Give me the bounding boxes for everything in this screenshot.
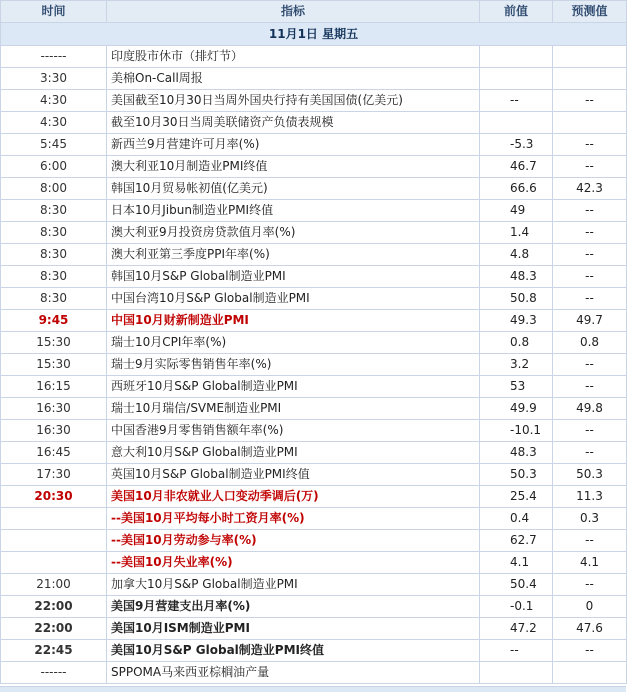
table-row	[1, 90, 627, 112]
forecast-value-cell: --	[553, 156, 627, 178]
indicator-cell: 瑞士10月CPI年率(%)	[107, 332, 480, 354]
header-previous: 前值	[480, 1, 553, 23]
time-cell: 16:30	[1, 398, 107, 420]
previous-value-cell: 50.8	[480, 288, 553, 310]
table-row	[1, 46, 627, 68]
previous-value-cell	[480, 46, 553, 68]
forecast-value-cell	[553, 68, 627, 90]
time-cell: 15:30	[1, 354, 107, 376]
forecast-value-cell: 49.8	[553, 398, 627, 420]
indicator-cell: 澳大利亚10月制造业PMI终值	[107, 156, 480, 178]
forecast-value-cell: --	[553, 574, 627, 596]
table-row	[1, 618, 627, 640]
table-row	[1, 288, 627, 310]
forecast-value-cell: --	[553, 90, 627, 112]
time-cell: 4:30	[1, 90, 107, 112]
previous-value-cell: 49.9	[480, 398, 553, 420]
forecast-value-cell: 4.1	[553, 552, 627, 574]
time-cell: 15:30	[1, 332, 107, 354]
forecast-value-cell: --	[553, 530, 627, 552]
table-row	[1, 662, 627, 684]
time-cell: 22:00	[1, 596, 107, 618]
table-row	[1, 244, 627, 266]
time-cell	[1, 508, 107, 530]
forecast-value-cell: --	[553, 354, 627, 376]
forecast-value-cell	[553, 112, 627, 134]
indicator-cell: 意大利10月S&P Global制造业PMI	[107, 442, 480, 464]
table-row	[1, 552, 627, 574]
time-cell: 8:00	[1, 178, 107, 200]
forecast-value-cell: --	[553, 222, 627, 244]
time-cell: 8:30	[1, 244, 107, 266]
indicator-cell: --美国10月劳动参与率(%)	[107, 530, 480, 552]
previous-value-cell: --	[480, 90, 553, 112]
time-cell: 20:30	[1, 486, 107, 508]
time-cell: 16:15	[1, 376, 107, 398]
previous-value-cell: 66.6	[480, 178, 553, 200]
date-label: 11月1日 星期五	[1, 23, 627, 46]
table-row	[1, 464, 627, 486]
time-cell: 5:45	[1, 134, 107, 156]
time-cell: 8:30	[1, 200, 107, 222]
previous-value-cell: 62.7	[480, 530, 553, 552]
time-cell: 8:30	[1, 266, 107, 288]
table-row	[1, 310, 627, 332]
forecast-value-cell: 0	[553, 596, 627, 618]
time-cell	[1, 552, 107, 574]
table-row	[1, 640, 627, 662]
previous-value-cell: 1.4	[480, 222, 553, 244]
time-cell: 22:45	[1, 640, 107, 662]
table-row	[1, 156, 627, 178]
table-row	[1, 376, 627, 398]
forecast-value-cell: --	[553, 134, 627, 156]
indicator-cell: 印度股市休市（排灯节）	[107, 46, 480, 68]
forecast-value-cell: 42.3	[553, 178, 627, 200]
previous-value-cell: 49	[480, 200, 553, 222]
indicator-cell: --美国10月平均每小时工资月率(%)	[107, 508, 480, 530]
indicator-cell: 美国10月S&P Global制造业PMI终值	[107, 640, 480, 662]
previous-value-cell: 50.4	[480, 574, 553, 596]
indicator-cell: 西班牙10月S&P Global制造业PMI	[107, 376, 480, 398]
forecast-value-cell: 0.3	[553, 508, 627, 530]
indicator-cell: 澳大利亚9月投资房贷款值月率(%)	[107, 222, 480, 244]
indicator-cell: 韩国10月贸易帐初值(亿美元)	[107, 178, 480, 200]
forecast-value-cell: 0.8	[553, 332, 627, 354]
previous-value-cell: 25.4	[480, 486, 553, 508]
table-row	[1, 486, 627, 508]
previous-value-cell	[480, 68, 553, 90]
indicator-cell: 美国10月非农就业人口变动季调后(万)	[107, 486, 480, 508]
indicator-cell: 新西兰9月营建许可月率(%)	[107, 134, 480, 156]
previous-value-cell: 4.1	[480, 552, 553, 574]
indicator-cell: 加拿大10月S&P Global制造业PMI	[107, 574, 480, 596]
previous-value-cell: -10.1	[480, 420, 553, 442]
header-row	[1, 1, 627, 23]
header-time: 时间	[1, 1, 107, 23]
previous-value-cell: 48.3	[480, 266, 553, 288]
table-row	[1, 112, 627, 134]
forecast-value-cell: --	[553, 244, 627, 266]
indicator-cell: 截至10月30日当周美联储资产负债表规模	[107, 112, 480, 134]
table-row	[1, 222, 627, 244]
table-row	[1, 574, 627, 596]
previous-value-cell	[480, 662, 553, 684]
indicator-cell: 中国台湾10月S&P Global制造业PMI	[107, 288, 480, 310]
forecast-value-cell: --	[553, 420, 627, 442]
indicator-cell: 英国10月S&P Global制造业PMI终值	[107, 464, 480, 486]
table-row	[1, 420, 627, 442]
time-cell: 21:00	[1, 574, 107, 596]
previous-value-cell: 48.3	[480, 442, 553, 464]
indicator-cell: 瑞士9月实际零售销售年率(%)	[107, 354, 480, 376]
forecast-value-cell: 47.6	[553, 618, 627, 640]
indicator-cell: 中国10月财新制造业PMI	[107, 310, 480, 332]
forecast-value-cell: --	[553, 288, 627, 310]
time-cell: 17:30	[1, 464, 107, 486]
previous-value-cell: 50.3	[480, 464, 553, 486]
forecast-value-cell: 50.3	[553, 464, 627, 486]
table-row	[1, 266, 627, 288]
time-cell: ------	[1, 46, 107, 68]
forecast-value-cell	[553, 46, 627, 68]
date-row	[1, 23, 627, 46]
header-indicator: 指标	[107, 1, 480, 23]
previous-value-cell: 53	[480, 376, 553, 398]
header-forecast: 预测值	[553, 1, 627, 23]
previous-value-cell: -5.3	[480, 134, 553, 156]
indicator-cell: 美国9月营建支出月率(%)	[107, 596, 480, 618]
indicator-cell: 中国香港9月零售销售额年率(%)	[107, 420, 480, 442]
time-cell: 3:30	[1, 68, 107, 90]
previous-value-cell: 46.7	[480, 156, 553, 178]
time-cell: 8:30	[1, 288, 107, 310]
forecast-value-cell: --	[553, 442, 627, 464]
forecast-value-cell: --	[553, 376, 627, 398]
forecast-value-cell: --	[553, 200, 627, 222]
indicator-cell: 韩国10月S&P Global制造业PMI	[107, 266, 480, 288]
forecast-value-cell: --	[553, 640, 627, 662]
table-row	[1, 332, 627, 354]
indicator-cell: 澳大利亚第三季度PPI年率(%)	[107, 244, 480, 266]
indicator-cell: 瑞士10月瑞信/SVME制造业PMI	[107, 398, 480, 420]
table-row	[1, 354, 627, 376]
time-cell: 6:00	[1, 156, 107, 178]
forecast-value-cell	[553, 662, 627, 684]
previous-value-cell: 4.8	[480, 244, 553, 266]
previous-value-cell: 49.3	[480, 310, 553, 332]
table-row	[1, 398, 627, 420]
table-row	[1, 442, 627, 464]
indicator-cell: 日本10月Jibun制造业PMI终值	[107, 200, 480, 222]
table-row	[1, 596, 627, 618]
forecast-value-cell: 49.7	[553, 310, 627, 332]
time-cell: ------	[1, 662, 107, 684]
table-row	[1, 68, 627, 90]
previous-value-cell: 0.4	[480, 508, 553, 530]
indicator-cell: 美国10月ISM制造业PMI	[107, 618, 480, 640]
table-row	[1, 508, 627, 530]
previous-value-cell: --	[480, 640, 553, 662]
previous-value-cell: 47.2	[480, 618, 553, 640]
table-row	[1, 134, 627, 156]
indicator-cell: 美棉On-Call周报	[107, 68, 480, 90]
previous-value-cell	[480, 112, 553, 134]
time-cell: 9:45	[1, 310, 107, 332]
table-row	[1, 530, 627, 552]
previous-value-cell: 0.8	[480, 332, 553, 354]
table-row	[1, 200, 627, 222]
next-date-row-partial	[0, 686, 626, 692]
time-cell: 22:00	[1, 618, 107, 640]
indicator-cell: 美国截至10月30日当周外国央行持有美国国债(亿美元)	[107, 90, 480, 112]
indicator-cell: --美国10月失业率(%)	[107, 552, 480, 574]
time-cell	[1, 530, 107, 552]
table-row	[1, 178, 627, 200]
time-cell: 8:30	[1, 222, 107, 244]
previous-value-cell: 3.2	[480, 354, 553, 376]
forecast-value-cell: --	[553, 266, 627, 288]
time-cell: 4:30	[1, 112, 107, 134]
indicator-cell: SPPOMA马来西亚棕榈油产量	[107, 662, 480, 684]
time-cell: 16:45	[1, 442, 107, 464]
previous-value-cell: -0.1	[480, 596, 553, 618]
forecast-value-cell: 11.3	[553, 486, 627, 508]
time-cell: 16:30	[1, 420, 107, 442]
